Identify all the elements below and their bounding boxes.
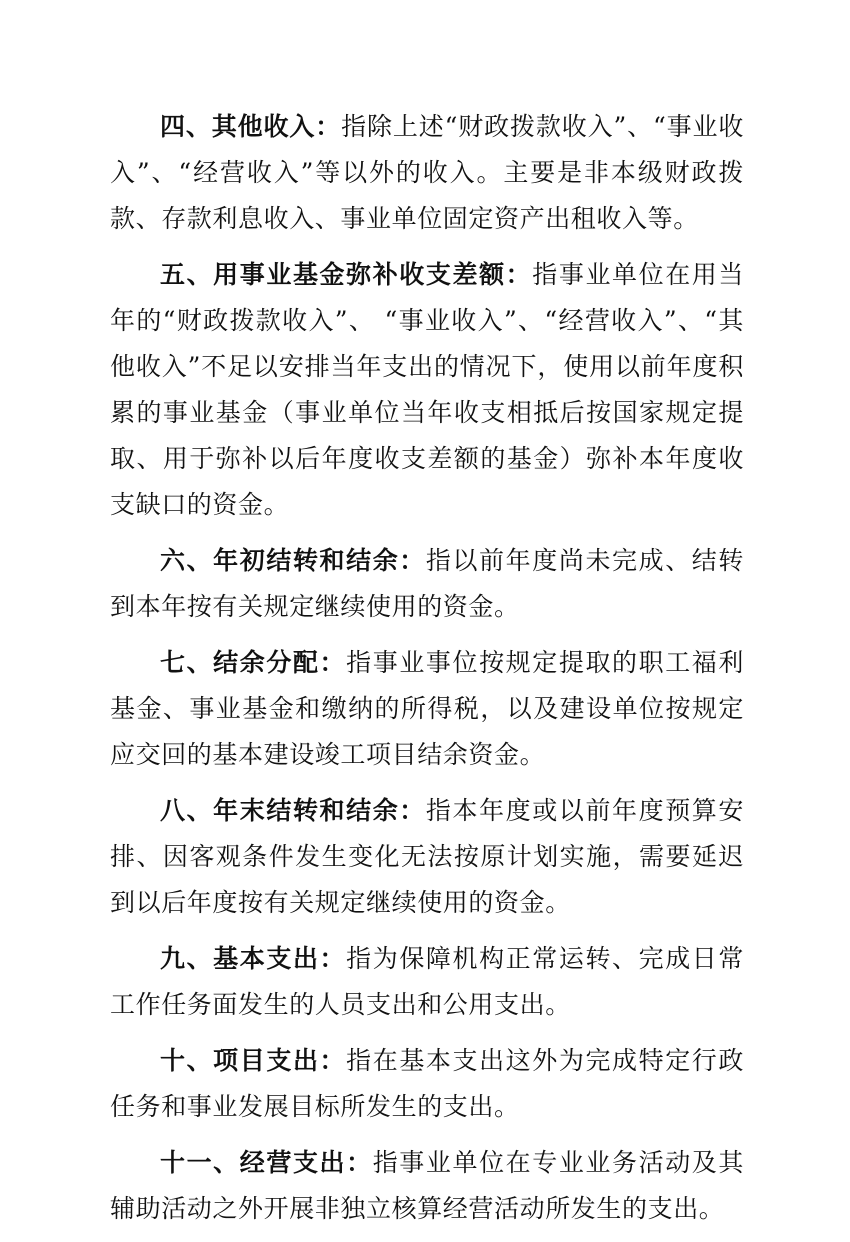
- term-closing-balance: 八、年末结转和结余：: [160, 796, 426, 825]
- paragraph-project-expenditure: [110, 1038, 744, 1130]
- definition-closing-balance: 指本年度或以前年度预算安排、因客观条件发生变化无法按原计划实施，需要延迟到以后年度按有关规定继续使用的资金。: [110, 796, 744, 917]
- term-project-expenditure: 十、项目支出：: [160, 1046, 347, 1075]
- paragraph-closing-balance: [110, 788, 744, 926]
- document-page: [110, 104, 744, 1242]
- term-other-income: 四、其他收入：: [160, 112, 342, 141]
- definition-opening-balance: 指以前年度尚未完成、结转到本年按有关规定继续使用的资金。: [110, 546, 744, 621]
- paragraph-fund-supplement: [110, 252, 744, 528]
- term-surplus-distribution: 七、结余分配：: [160, 648, 347, 677]
- term-operating-expenditure: 十一、经营支出：: [160, 1148, 373, 1177]
- term-opening-balance: 六、年初结转和结余：: [160, 546, 426, 575]
- definition-fund-supplement: 指事业单位在用当年的“财政拨款收入”、 “事业收入”、“经营收入”、“其他收入”不足以安排当年支出的情况下，使用以前年度积累的事业基金（事业单位当年收支相抵后按国家规定提取、用于弥补以后年度收支差额的基金）弥补本年度收支缺口的资金。: [110, 260, 744, 519]
- paragraph-surplus-distribution: [110, 640, 744, 778]
- definition-basic-expenditure: 指为保障机构正常运转、完成日常工作任务面发生的人员支出和公用支出。: [110, 944, 744, 1019]
- paragraph-basic-expenditure: [110, 936, 744, 1028]
- definition-operating-expenditure: 指事业单位在专业业务活动及其辅助活动之外开展非独立核算经营活动所发生的支出。: [110, 1148, 744, 1223]
- paragraph-opening-balance: [110, 538, 744, 630]
- definition-other-income: 指除上述“财政拨款收入”、“事业收入”、“经营收入”等以外的收入。主要是非本级财政拨款、存款利息收入、事业单位固定资产出租收入等。: [110, 112, 745, 233]
- term-basic-expenditure: 九、基本支出：: [160, 944, 347, 973]
- paragraph-operating-expenditure: [110, 1140, 744, 1232]
- paragraph-other-income: [110, 104, 744, 242]
- term-fund-supplement: 五、用事业基金弥补收支差额：: [160, 260, 533, 289]
- definition-surplus-distribution: 指事业事位按规定提取的职工福利基金、事业基金和缴纳的所得税，以及建设单位按规定应交回的基本建设竣工项目结余资金。: [110, 648, 744, 769]
- definition-project-expenditure: 指在基本支出这外为完成特定行政任务和事业发展目标所发生的支出。: [110, 1046, 744, 1121]
